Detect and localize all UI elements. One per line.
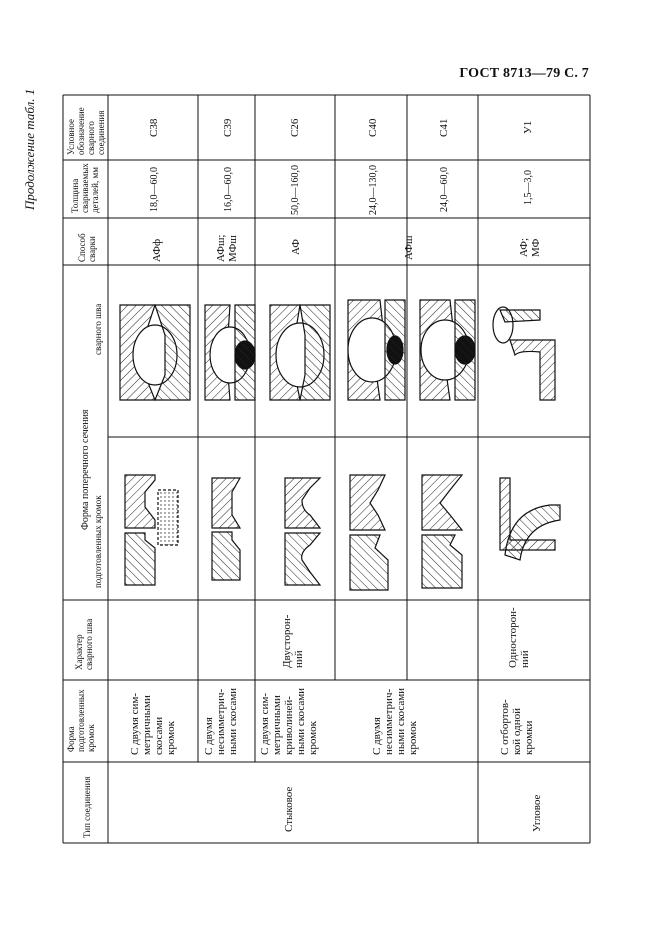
weld-character-values: [281, 607, 531, 668]
table-continued-caption: Продолжение табл. 1: [22, 88, 37, 210]
svg-text:свариваемых: свариваемых: [80, 163, 90, 213]
svg-text:обозначение: обозначение: [76, 107, 86, 155]
svg-text:Толщина: Толщина: [70, 178, 80, 213]
svg-text:АФш;: АФш;: [215, 234, 227, 262]
svg-text:подготовленных: подготовленных: [76, 689, 86, 752]
svg-text:сварки: сварки: [87, 236, 97, 262]
svg-text:ными скосами: ными скосами: [295, 687, 307, 755]
svg-text:несимметрич-: несимметрич-: [383, 688, 395, 755]
svg-text:1,5—3,0: 1,5—3,0: [523, 170, 534, 205]
svg-text:сварного: сварного: [86, 121, 96, 155]
svg-text:АФ: АФ: [290, 239, 302, 255]
svg-text:Характер: Характер: [74, 634, 84, 670]
header-cross-section: Форма поперечного сечения: [80, 409, 91, 530]
svg-text:кромок: кромок: [407, 721, 419, 755]
svg-text:ний: ний: [519, 650, 531, 668]
svg-text:криволиней-: криволиней-: [283, 696, 295, 755]
svg-text:АФ;: АФ;: [518, 238, 530, 257]
svg-text:соединения: соединения: [96, 110, 106, 155]
thickness-values: [149, 165, 534, 215]
svg-text:кромок: кромок: [165, 721, 177, 755]
svg-text:скосами: скосами: [153, 716, 165, 755]
svg-text:кромки: кромки: [523, 720, 535, 755]
header-method: [77, 233, 97, 262]
svg-text:деталей, мм: деталей, мм: [90, 167, 100, 213]
header-thickness: [70, 163, 100, 213]
svg-text:ными скосами: ными скосами: [227, 687, 239, 755]
header-prepared-edges: подготовленных кромок: [93, 495, 103, 588]
svg-text:С26: С26: [289, 118, 301, 137]
svg-text:АФф: АФф: [151, 238, 163, 262]
svg-text:С отбортов-: С отбортов-: [499, 699, 511, 755]
page-header: ГОСТ 8713—79 С. 7: [459, 66, 589, 81]
svg-text:сварного шва: сварного шва: [84, 618, 94, 670]
svg-text:Условное: Условное: [66, 119, 76, 155]
svg-text:16,0—60,0: 16,0—60,0: [223, 167, 234, 212]
svg-text:Двусторон-: Двусторон-: [281, 614, 293, 668]
svg-text:С двумя сим-: С двумя сим-: [259, 692, 271, 755]
svg-text:18,0—60,0: 18,0—60,0: [149, 167, 160, 212]
joint-type-butt: Стыковое: [283, 786, 295, 832]
edge-form-values: [129, 688, 535, 755]
header-designation: [66, 107, 106, 155]
svg-text:кой одной: кой одной: [511, 708, 523, 755]
svg-text:Односторон-: Односторон-: [507, 607, 519, 668]
header-joint-type: Тип соединения: [82, 776, 92, 838]
edge-drawings: [125, 475, 560, 590]
svg-text:50,0—160,0: 50,0—160,0: [290, 165, 301, 215]
svg-text:АФш: АФш: [403, 235, 415, 260]
svg-text:24,0—60,0: 24,0—60,0: [439, 167, 450, 212]
svg-text:Форма: Форма: [66, 726, 76, 752]
svg-text:метричными: метричными: [271, 695, 283, 755]
svg-text:С двумя сим-: С двумя сим-: [129, 692, 141, 755]
svg-text:С38: С38: [148, 118, 160, 137]
weld-seam-drawings: [120, 300, 555, 400]
svg-text:МФ: МФ: [530, 238, 542, 257]
svg-text:С двумя: С двумя: [203, 717, 215, 755]
svg-text:несимметрич-: несимметрич-: [215, 688, 227, 755]
svg-text:Способ: Способ: [77, 233, 87, 262]
header-weld-seam: сварного шва: [93, 303, 103, 355]
joint-type-corner: Угловое: [531, 794, 543, 832]
svg-text:С41: С41: [438, 118, 450, 137]
svg-text:ний: ний: [293, 650, 305, 668]
svg-text:кромок: кромок: [307, 721, 319, 755]
svg-text:У1: У1: [522, 120, 534, 134]
header-edge-form: [66, 689, 96, 752]
designations: [148, 118, 534, 137]
svg-text:ными скосами: ными скосами: [395, 687, 407, 755]
svg-text:метричными: метричными: [141, 695, 153, 755]
svg-text:С40: С40: [367, 118, 379, 137]
methods: [151, 235, 542, 262]
svg-text:С39: С39: [222, 118, 234, 137]
svg-text:кромок: кромок: [86, 724, 96, 752]
svg-text:С двумя: С двумя: [371, 717, 383, 755]
header-weld-character: [74, 619, 94, 670]
svg-text:24,0—130,0: 24,0—130,0: [368, 165, 379, 215]
svg-text:МФш: МФш: [227, 235, 239, 262]
